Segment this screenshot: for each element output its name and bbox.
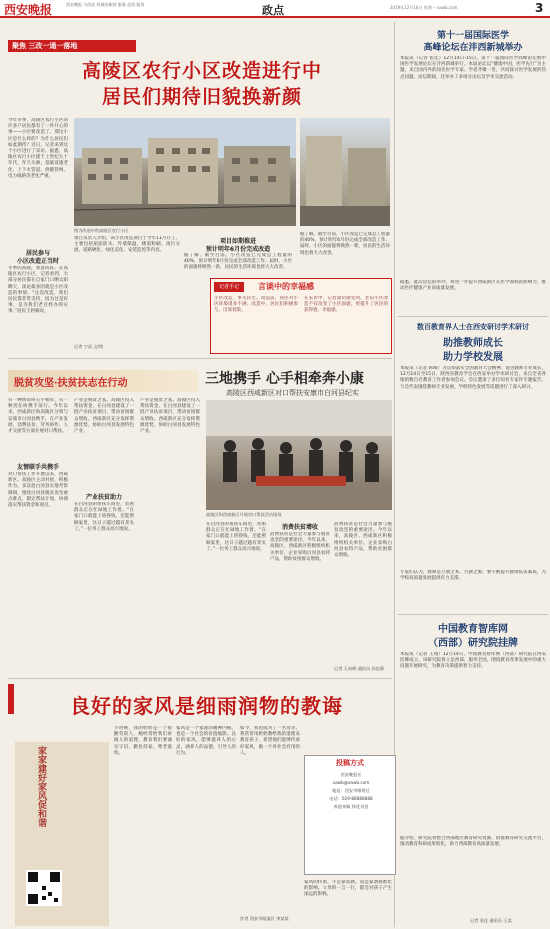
right-body: 据悉，此次论坛的举办，将进一步提升西咸新区在医学领域的影响力，推动医疗健康产业高质量发展。 xyxy=(400,280,546,292)
right-body: 本报讯（记者 张佳）12月14日-15日，第十一届国际医学高峰论坛暨中国医学发展论坛在沣西新城举行。本届论坛以“健康中国，医学先行”为主题，来自国内外的知名医学专家、学者齐聚一堂，共同探讨医学发展的热点问题。论坛期间，还举办了多场分论坛及学术交流活动。 xyxy=(400,56,546,80)
building-illustration xyxy=(74,118,296,226)
building-photo xyxy=(74,118,296,226)
story2-body: 产业是脱贫之基。高陵区投入帮扶资金，在白河县建设了一批产业扶贫项目，带动贫困群众增收。西咸新区充分发挥资源优势，协助白河县发展特色产业。 xyxy=(140,398,200,435)
right-divider xyxy=(398,316,548,317)
row-divider xyxy=(8,358,392,359)
right-headline: （西部）研究院挂牌 xyxy=(428,638,518,649)
story2-body: 在白河县的帮扶车间里，贫困群众正在忙碌地工作着。“在家门口就能上班挣钱，还能照顾家里，这日子越过越有奔头了。”一位务工群众高兴地说。 xyxy=(206,522,266,552)
right-headline: 助力学校发展 xyxy=(443,352,503,363)
story1-subhead: 小区改造正当时 xyxy=(16,258,59,265)
qr-module xyxy=(42,896,46,900)
reporter-note-title: 言谈中的幸福感 xyxy=(258,282,314,291)
right-headline: 高峰论坛在沣西新城举办 xyxy=(423,43,523,53)
story3-side-title: 家家建好家风促和谐 xyxy=(36,746,46,827)
headline-line: 高陵区农行小区改造进行中 xyxy=(81,60,322,82)
story1-body: 项目负责人介绍，该小区改造项目于今年11月开工，主要包括屋面防水、外墙保温、楼道粉刷、雨污分流、道路硬化、绿化美化、安装监控等内容。 xyxy=(74,236,180,254)
story2-subhead: 产业扶贫助力 xyxy=(85,494,122,501)
story2-subhead: 友情联手共携手 xyxy=(16,464,59,471)
headline-line: 居民们期待旧貌换新颜 xyxy=(101,86,302,108)
story2-body: 在白河县的帮扶车间里，贫困群众正在忙碌地工作着。“在家门口就能上班挣钱，还能照顾家里，这日子越过越有奔头了。”一位务工群众高兴地说。 xyxy=(74,502,134,532)
activity-photo xyxy=(206,400,392,510)
activity-illustration xyxy=(206,400,392,510)
right-divider xyxy=(398,614,548,615)
story3-body: 家风的传承，不是靠说教，而是靠潜移默化的影响。父母的一言一行，都会对孩子产生深远的影响。 xyxy=(304,880,392,898)
qr-finder xyxy=(50,872,60,882)
story1-subhead: 居民参与 xyxy=(25,250,50,257)
story2-subhead: 高陵区西咸新区对口帮扶安康市白河县纪实 xyxy=(226,389,359,397)
qr-finder xyxy=(28,872,38,882)
story3-author: 作者 西安市临潼区 李某某 xyxy=(240,916,289,921)
story1-subhead: 项目如期推进 xyxy=(219,238,256,245)
poverty-banner-text: 脱贫攻坚·扶贫扶志在行动 xyxy=(14,378,128,389)
story2-headline: 三地携手 心手相牵奔小康 xyxy=(205,371,364,387)
story-tag: 聚焦 三改一通一落地 xyxy=(8,40,136,52)
right-headline: 数百教育界人士在西安研讨学术研讨 xyxy=(417,323,529,331)
ad-title: 投稿方式 xyxy=(336,759,364,767)
story1-body: 冬季的高陵，寒意阵阵。在高陵区农行小区，记者看到，大部分居民都在自家门口晒太阳聊天，谈论最多的就是小区改造的事情。“这次改造，我们居民都非常支持，因为这是好事，是为我们老百姓办的实事。”居民王阿姨说。 xyxy=(8,266,68,315)
reporter-note-label: 记者手记 xyxy=(214,282,244,292)
story2-body: 产业是脱贫之基。高陵区投入帮扶资金，在白河县建设了一批产业扶贫项目，带动贫困群众增收。西咸新区充分发挥资源优势，协助白河县发展特色产业。 xyxy=(74,398,134,435)
right-headline: 第十一届国际医学 xyxy=(436,31,509,41)
qr-finder xyxy=(28,894,38,904)
story2-body: 消费扶贫是社会力量参与脱贫攻坚的重要途径。今年以来，高陵区、西咸新区积极组织机关单位、企业采购白河县农特产品，帮助贫困群众增收。 xyxy=(270,532,330,562)
photo-caption: 高陵区和西咸新区开展对口帮扶活动现场 xyxy=(206,512,282,517)
story3-headline: 良好的家风是细雨润物的教诲 xyxy=(70,694,343,718)
right-body: 本报讯（记者 王翔）12月14日，中国教育智库网（西部）研究院在西安挂牌成立。该研究院将立足西部、服务全国，围绕教育改革发展中的重大问题开展研究，为教育决策提供智力支持。 xyxy=(400,652,546,670)
street-photo xyxy=(300,118,390,226)
story3-body: 如今，我也成为了一名母亲，我常常用奶奶教给我的道理来教育孩子，希望他们能够传承好家风，做一个对社会有用的人。 xyxy=(240,726,300,756)
story1-byline: 记者 宁苗 文/图 xyxy=(74,344,104,349)
story1-body: 据了解，截至目前，小区改造已完成总工程量的40%，预计明年6月份完成全部改造工作。届时，小区的面貌将焕然一新，居民的生活环境也将大大改善。 xyxy=(300,232,390,256)
qr-module xyxy=(48,892,52,896)
story2-subhead: 消费扶贫增收 xyxy=(281,524,318,531)
right-headline: 中国教育智库网 xyxy=(438,624,508,635)
qr-module xyxy=(54,898,58,902)
right-byline: 记者 张佳 通讯员 王某 xyxy=(470,918,512,923)
photo-caption: 图为改造中的高陵区农行小区 xyxy=(74,228,129,233)
row-divider xyxy=(8,678,392,679)
story1-body: 据了解，截至目前，小区改造已完成总工程量的40%，预计明年6月份完成全部改造工作。届时，小区的面貌将焕然一新，居民的生活环境也将大大改善。 xyxy=(184,253,292,271)
right-headline: 助推教师成长 xyxy=(443,338,503,349)
right-body: 据介绍，研究院将整合西部地区教育研究资源，搭建教育研究交流平台，推动教育科研成果转化，助力西部教育高质量发展。 xyxy=(400,836,546,848)
story1-body: 今年冬季，高陵区农行小区的许多户居民都有了一件开心的事——小区要改造了。那这小区是什么样的？为什么居民们如此期待？近日，记者来到这个小区进行了采访。据悉，高陵区农行小区建于上世纪九十年代，年久失修，基础设施老化，上下水管道、供暖管网、电力线路等老化严重。 xyxy=(8,118,68,179)
ad-line: 欢迎来稿 择优刊登 xyxy=(333,804,369,809)
issue-date: 2019年12月16日 星期一 xawb.com xyxy=(390,5,458,10)
story1-headline xyxy=(22,58,382,110)
story3-body: 小时候，我的奶奶是一个很勤劳的人，她经常给我们讲做人的道理，教育我们要诚实守信、勤俭持家、尊老爱幼。 xyxy=(114,726,172,756)
masthead-tagline: 西安晚报 与西安 权威的新闻 服务 品质 服务 xyxy=(66,2,145,7)
right-body: 专家们认为，教师是立教之本、兴教之源，要不断提升教师队伍素质，为学校高质量发展提供有力支撑。 xyxy=(400,570,546,582)
ad-line: 地址：西安市雁塔区 xyxy=(332,788,370,793)
story2-body: 对口帮扶工作开展以来，西咸新区、高陵区主动对接，积极作为，多次赴白河县实地考察调研，围绕白河县脱贫攻坚重点难点，制定帮扶计划，协调落实帮扶资金和项目。 xyxy=(8,472,68,509)
reporter-note-text: 在采访中，记者深切感受到，老旧小区改造不仅改变了小区面貌，更提升了居民的获得感、幸福感。 xyxy=(304,296,388,314)
section-title: 政点 xyxy=(262,4,284,17)
story2-byline: 记者 王向辉 通讯员 孙忠静 xyxy=(334,666,385,671)
story2-body: 消费扶贫是社会力量参与脱贫攻坚的重要途径。今年以来，高陵区、西咸新区积极组织机关单位、企业采购白河县农特产品，帮助贫困群众增收。 xyxy=(334,522,392,559)
story3-body: 家风是一个家庭的精神内核，也是一个社会的价值缩影。良好的家风，能够滋养人的心灵，涵养人的品德，引导人的行为。 xyxy=(176,726,236,756)
street-illustration xyxy=(300,118,390,226)
qr-module xyxy=(42,886,46,890)
qr-code xyxy=(26,870,62,906)
ad-line: xawb@xawb.com xyxy=(332,780,370,785)
reporter-note-text: 小区改造，事关民生。改造前，居民对小区环境诸多不满；改造中，居民们积极参与，出谋划策。 xyxy=(214,296,298,314)
story2-body: 有一种情谊叫心手相牵，有一种责任叫携手前行。今年以来，西咸新区和高陵区分别与安康市白河县携手，在产业发展、消费扶贫、劳务协作、人才交流等方面开展对口帮扶。 xyxy=(8,398,68,435)
newspaper-logo: 西安晚报 xyxy=(4,3,53,17)
right-body: 本报讯（记者 韩晴）为贯彻落实全国教育大会精神，促进教师专业成长，12月14日至15日，陕西省教育学会在西安举办学术研讨会，来自全省各地的数百名教育工作者参加会议。会议邀请了多位知名专家作专题报告，与会代表围绕教师专业发展、学校特色发展等话题进行了深入研讨。 xyxy=(400,366,546,390)
ad-line: 西安晚报社 xyxy=(340,772,362,777)
page-number: 3 xyxy=(535,1,544,15)
story3-accent-bar xyxy=(8,684,14,714)
story1-subhead: 预计明年6月份完成改造 xyxy=(205,246,271,253)
ad-line: 电话：029-88888888 xyxy=(329,796,373,801)
